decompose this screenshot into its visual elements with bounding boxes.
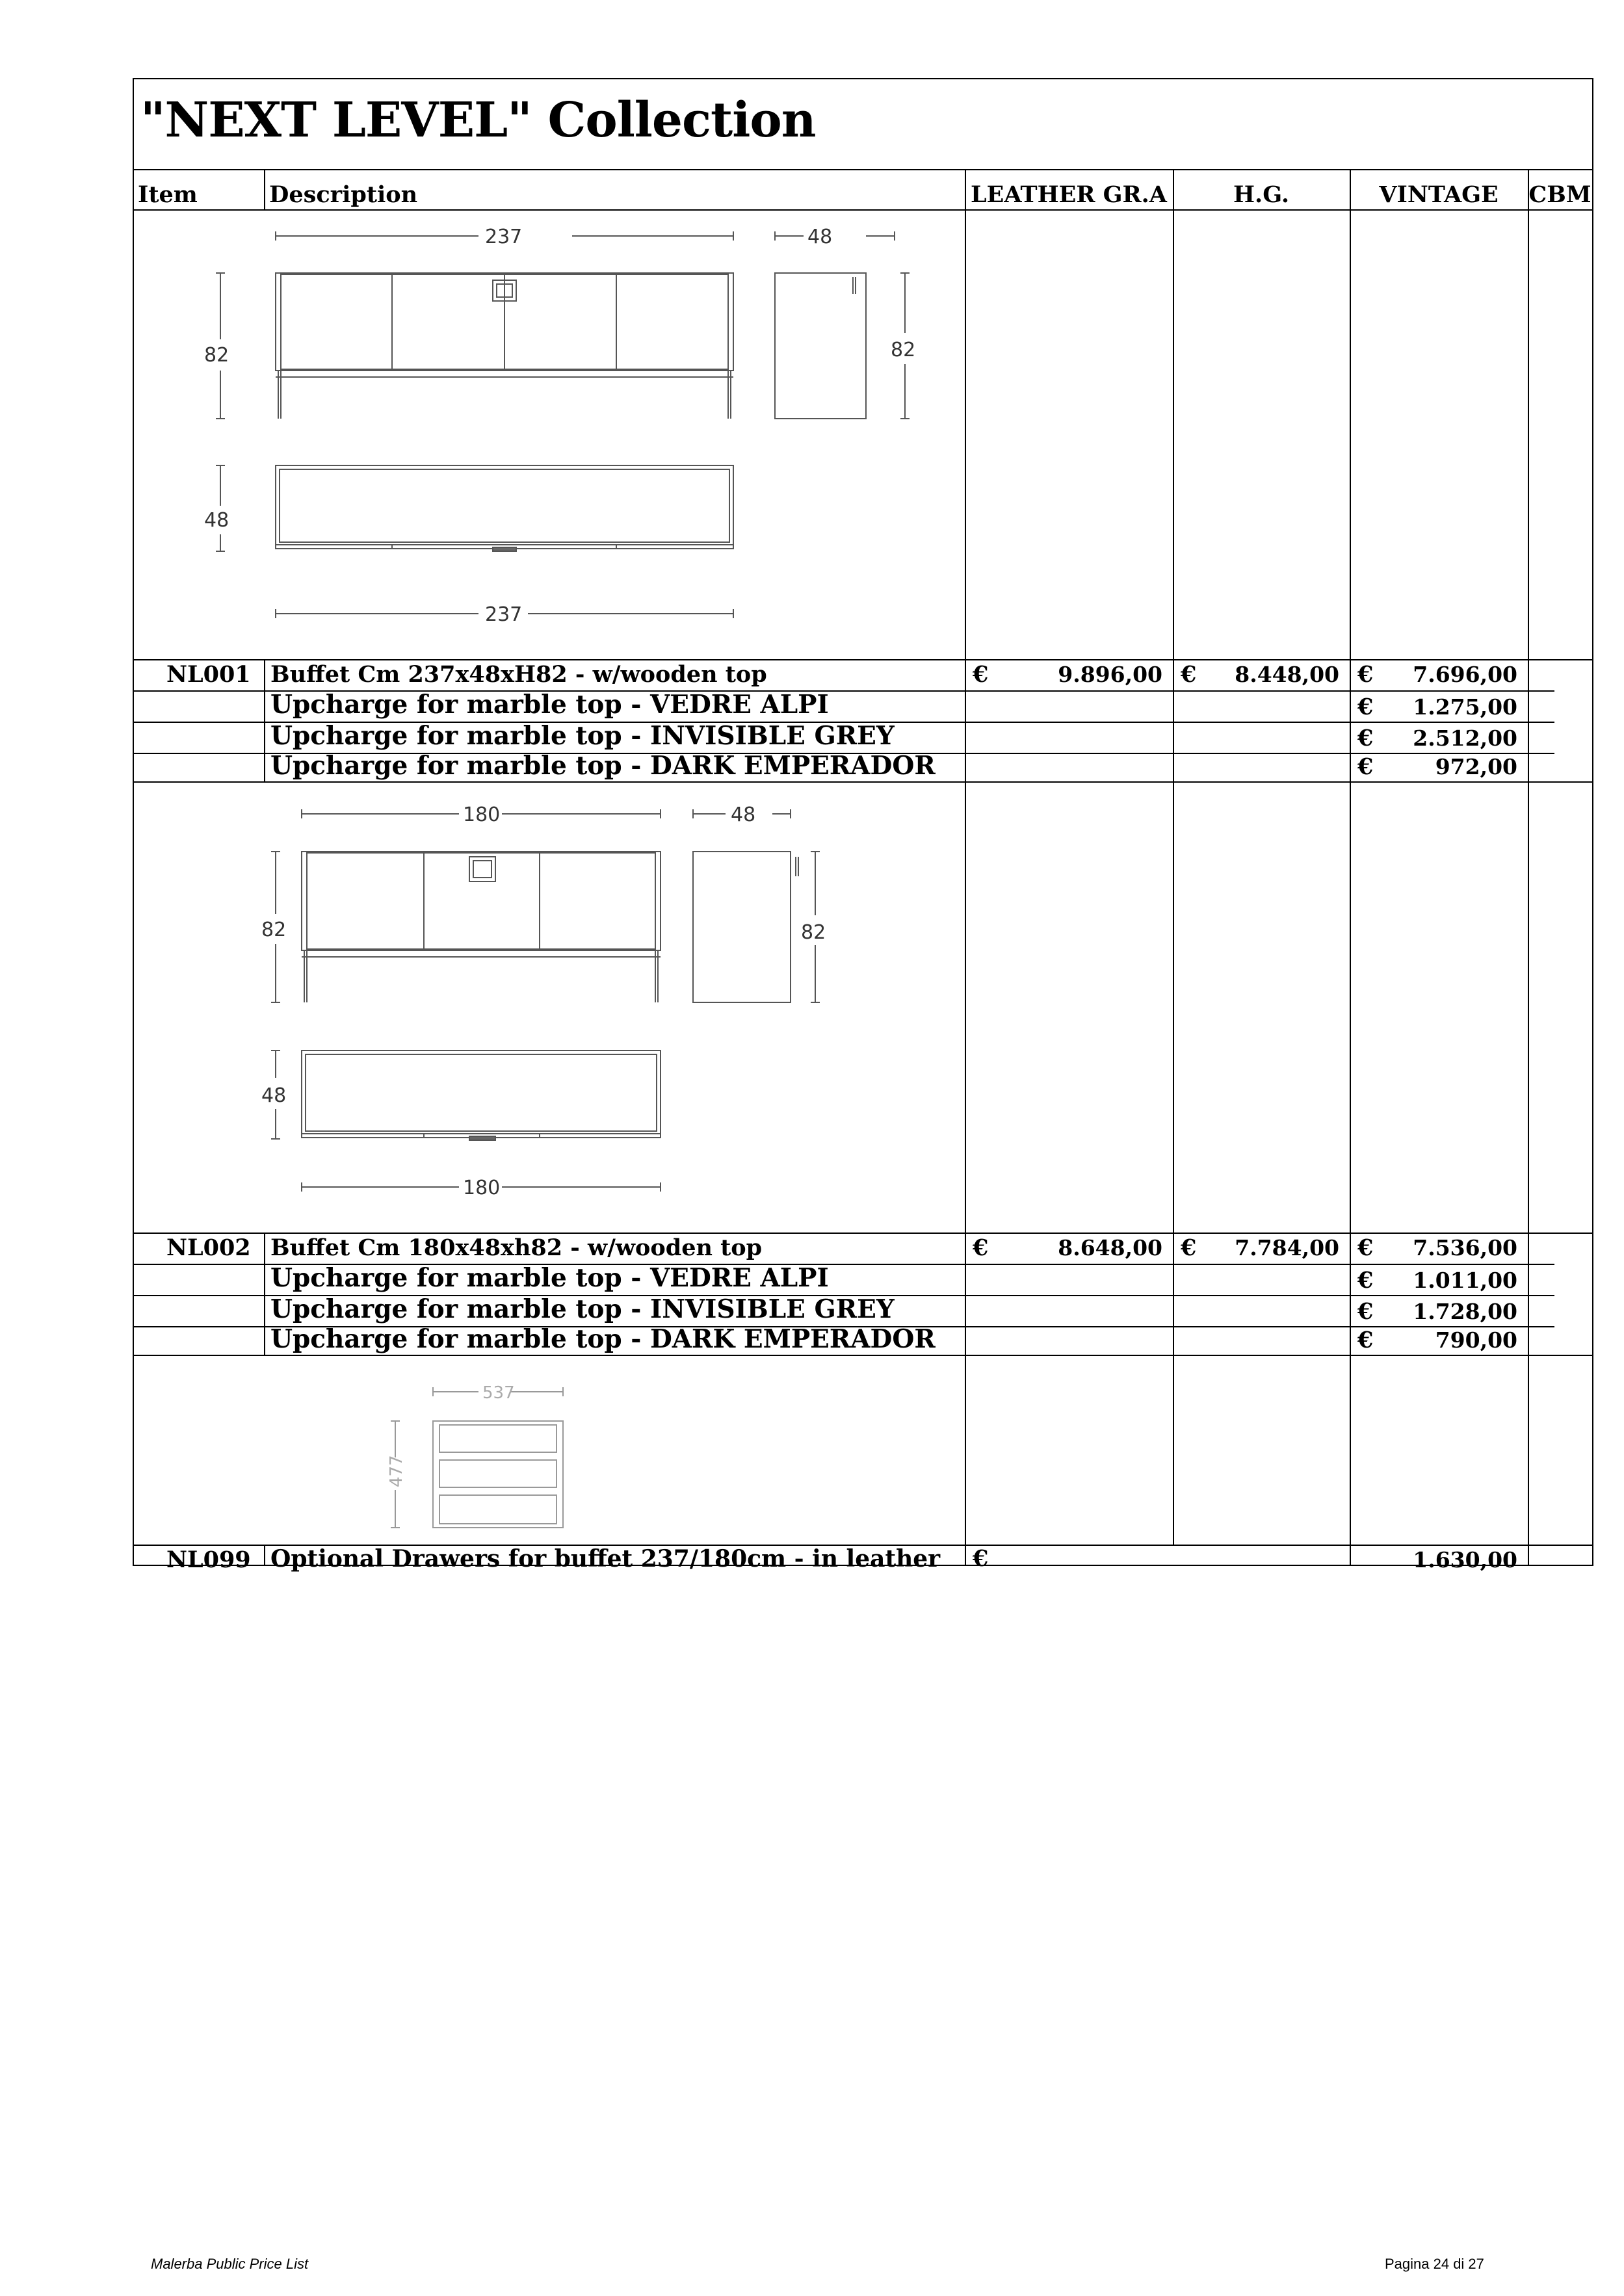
upcharge-price: 790,00: [1435, 1327, 1517, 1353]
currency-symbol: €: [1181, 661, 1197, 688]
currency-symbol: €: [973, 1545, 989, 1572]
header-hg: H.G.: [1233, 181, 1290, 208]
upcharge-price: 1.011,00: [1413, 1268, 1517, 1293]
price-hg: 7.784,00: [1235, 1235, 1339, 1260]
product-description: Buffet Cm 237x48xH82 - w/wooden top: [270, 661, 767, 688]
dim-depth-plan: 48: [261, 1084, 287, 1107]
price-vintage: 7.536,00: [1413, 1235, 1517, 1260]
upcharge-price: 972,00: [1435, 754, 1517, 779]
dim-height-left: 82: [204, 344, 229, 367]
item-code: NL002: [166, 1234, 251, 1261]
upcharge-description: Upcharge for marble top - INVISIBLE GREY: [270, 1294, 895, 1324]
dim-width-bottom: 180: [463, 1177, 501, 1199]
dim-drawer-width: 537: [482, 1383, 515, 1403]
header-vintage: VINTAGE: [1379, 181, 1499, 208]
footer-left: Malerba Public Price List: [151, 2256, 309, 2272]
currency-symbol: €: [1181, 1234, 1197, 1261]
dim-height-right: 82: [891, 339, 916, 361]
price-leather: 8.648,00: [1058, 1235, 1162, 1260]
upcharge-price: 1.728,00: [1413, 1299, 1517, 1324]
footer-page-number: Pagina 24 di 27: [1385, 2256, 1484, 2272]
upcharge-description: Upcharge for marble top - DARK EMPERADOR: [270, 751, 936, 781]
dim-depth-side: 48: [731, 803, 756, 826]
dim-width-top: 180: [463, 803, 501, 826]
upcharge-description: Upcharge for marble top - INVISIBLE GREY: [270, 721, 895, 751]
upcharge-description: Upcharge for marble top - VEDRE ALPI: [270, 690, 829, 720]
page-title: "NEXT LEVEL" Collection: [140, 92, 816, 148]
currency-symbol: €: [1357, 1267, 1374, 1294]
header-description: Description: [269, 181, 418, 208]
dim-width-bottom: 237: [485, 603, 523, 626]
currency-symbol: €: [1357, 1327, 1374, 1353]
currency-symbol: €: [973, 661, 989, 688]
currency-symbol: €: [1357, 1298, 1374, 1325]
currency-symbol: €: [1357, 725, 1374, 751]
item-code: NL099: [166, 1546, 251, 1573]
price-hg: 8.448,00: [1235, 662, 1339, 687]
item-code: NL001: [166, 661, 251, 688]
price-leather: 9.896,00: [1058, 662, 1162, 687]
currency-symbol: €: [1357, 753, 1374, 780]
dim-drawer-height: 477: [387, 1455, 406, 1487]
dim-height-left: 82: [261, 919, 287, 941]
price-vintage: 1.630,00: [1413, 1547, 1517, 1572]
dim-depth-plan: 48: [204, 509, 229, 532]
price-vintage: 7.696,00: [1413, 662, 1517, 687]
upcharge-description: Upcharge for marble top - DARK EMPERADOR: [270, 1324, 936, 1354]
currency-symbol: €: [1357, 1234, 1374, 1261]
header-item: Item: [138, 181, 198, 208]
product-description: Buffet Cm 180x48xh82 - w/wooden top: [270, 1234, 763, 1261]
header-leather: LEATHER GR.A: [971, 181, 1167, 208]
currency-symbol: €: [1357, 694, 1374, 720]
dim-width-top: 237: [485, 226, 523, 248]
product-description: Optional Drawers for buffet 237/180cm - in leather: [270, 1545, 941, 1572]
currency-symbol: €: [1357, 661, 1374, 688]
upcharge-price: 1.275,00: [1413, 694, 1517, 720]
dim-height-right: 82: [801, 921, 826, 944]
upcharge-description: Upcharge for marble top - VEDRE ALPI: [270, 1263, 829, 1293]
currency-symbol: €: [973, 1234, 989, 1261]
header-cbm: CBM: [1528, 181, 1591, 208]
dim-depth-side: 48: [807, 226, 833, 248]
upcharge-price: 2.512,00: [1413, 725, 1517, 751]
price-list-sheet: [133, 78, 1593, 1573]
